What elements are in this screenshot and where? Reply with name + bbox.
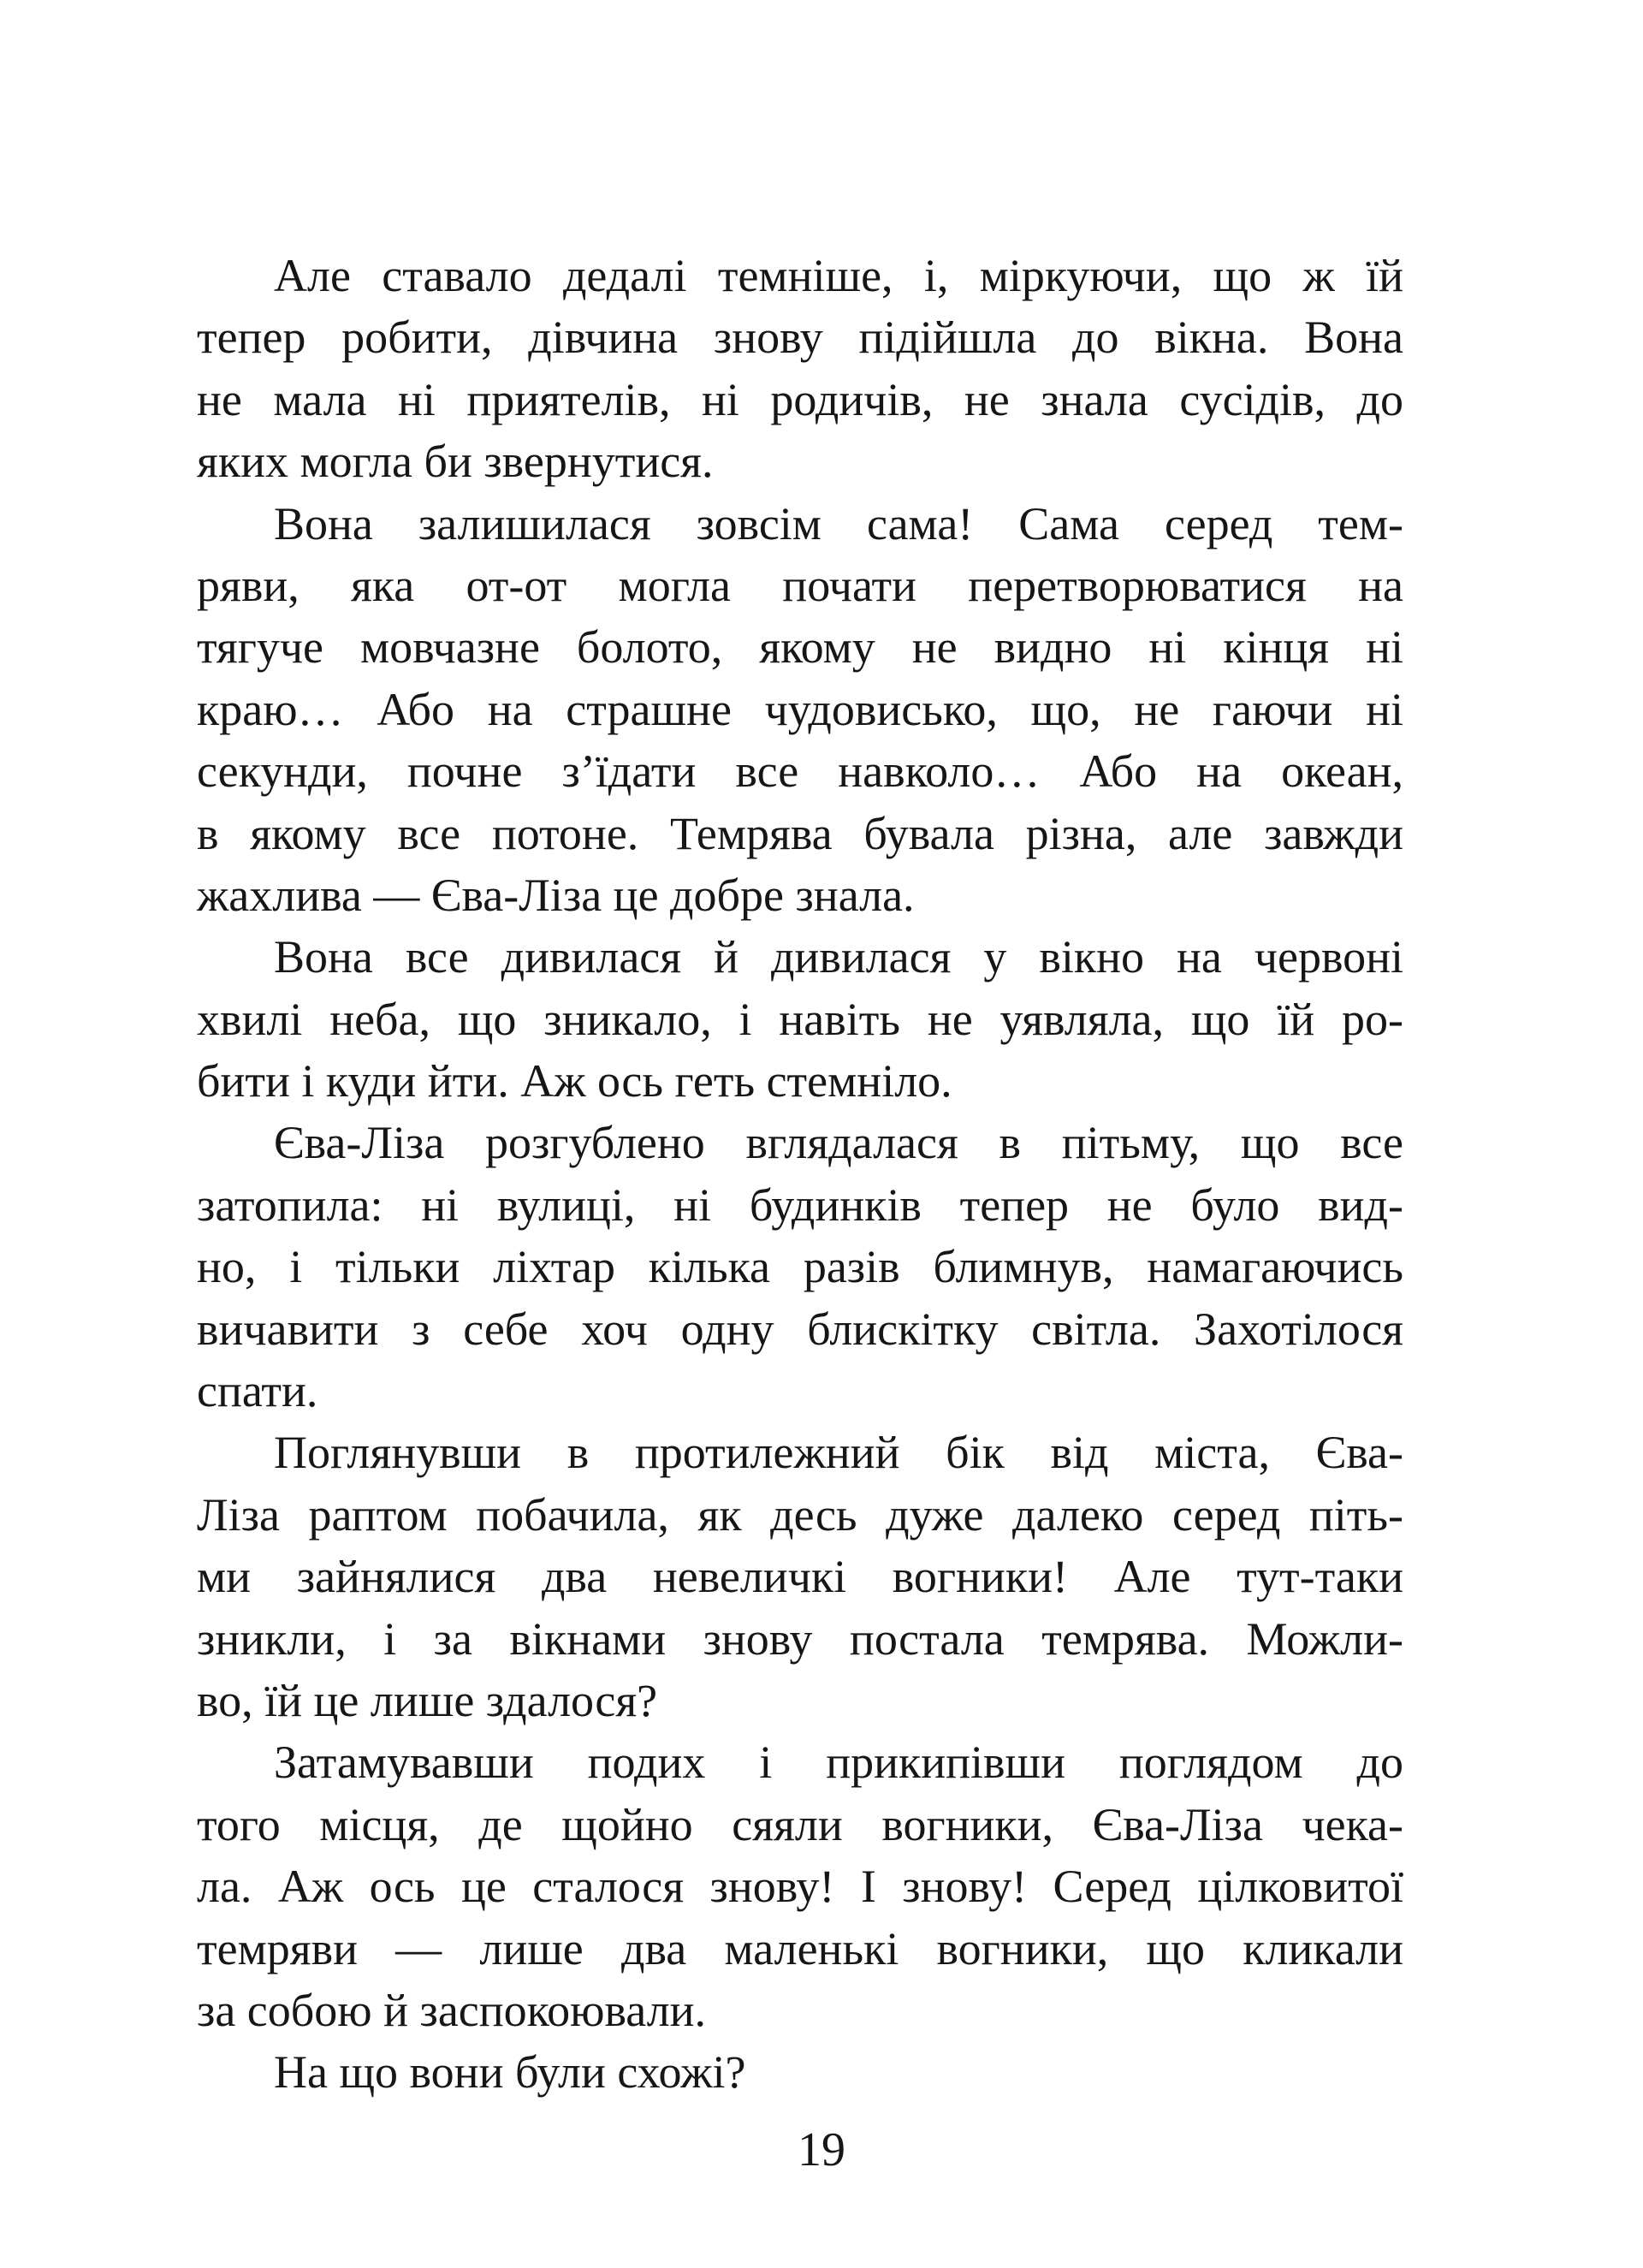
text-line: хвилі неба, що зникало, і навіть не уявляла, що їй ро- <box>197 993 1403 1045</box>
text-line: вичавити з себе хоч одну блискітку світла. Захотілося <box>197 1303 1403 1355</box>
text-line: Вона залишилася зовсім сама! Сама серед тем- <box>274 497 1403 549</box>
text-line: жахлива — Єва-Ліза це добре знала. <box>197 869 915 921</box>
text-line: бити і куди йти. Аж ось геть стемніло. <box>197 1055 952 1107</box>
text-line: спати. <box>197 1365 318 1417</box>
paragraph <box>197 245 1403 493</box>
text-line: Ліза раптом побачила, як десь дуже далеко серед піть- <box>197 1488 1403 1541</box>
text-line: Затамувавши подих і прикипівши поглядом до <box>274 1737 1403 1789</box>
text-line: Єва-Ліза розгублено вглядалася в пітьму, що все <box>274 1117 1403 1169</box>
text-line: за собою й заспокоювали. <box>197 1984 707 2036</box>
text-line: яких могла би звернутися. <box>197 436 714 488</box>
paragraph <box>197 926 1403 1112</box>
text-line: Поглянувши в протилежний бік від міста, Єва- <box>274 1427 1403 1479</box>
text-line: затопила: ні вулиці, ні будинків тепер не було вид- <box>197 1179 1403 1231</box>
text-line: ряви, яка от-от могла почати перетворюватися на <box>197 559 1403 611</box>
text-line: краю… Або на страшне чудовисько, що, не гаючи ні <box>197 683 1403 735</box>
text-line: ми зайнялися два невеличкі вогники! Але тут-таки <box>197 1551 1403 1603</box>
text-line: но, і тільки ліхтар кілька разів блимнув, намагаючись <box>197 1241 1403 1293</box>
paragraph <box>197 1731 1403 2041</box>
body-text <box>197 245 1403 2104</box>
text-line: Вона все дивилася й дивилася у вікно на червоні <box>274 931 1403 983</box>
paragraph <box>197 2041 1403 2103</box>
text-line: тепер робити, дівчина знову підійшла до вікна. Вона <box>197 312 1403 364</box>
text-line: На що вони були схожі? <box>274 2046 746 2099</box>
text-line: ла. Аж ось це сталося знову! І знову! Серед цілковитої <box>197 1861 1403 1913</box>
paragraph <box>197 1422 1403 1731</box>
text-line: тягуче мовчазне болото, якому не видно ні кінця ні <box>197 621 1403 674</box>
text-line: в якому все потоне. Темрява бувала різна, але завжди <box>197 807 1403 859</box>
paragraph <box>197 493 1403 927</box>
text-line: зникли, і за вікнами знову постала темрява. Можли- <box>197 1612 1403 1665</box>
text-line: секунди, почне з’їдати все навколо… Або на океан, <box>197 745 1403 798</box>
text-line: того місця, де щойно сяяли вогники, Єва-Ліза чека- <box>197 1798 1403 1850</box>
paragraph <box>197 1112 1403 1422</box>
text-line: Але ставало дедалі темніше, і, міркуючи, що ж їй <box>274 250 1403 301</box>
text-line: во, їй це лише здалося? <box>197 1674 658 1726</box>
page-number: 19 <box>798 2123 845 2176</box>
text-line: не мала ні приятелів, ні родичів, не знала сусідів, до <box>197 373 1403 425</box>
text-line: темряви — лише два маленькі вогники, що кликали <box>197 1922 1403 1974</box>
